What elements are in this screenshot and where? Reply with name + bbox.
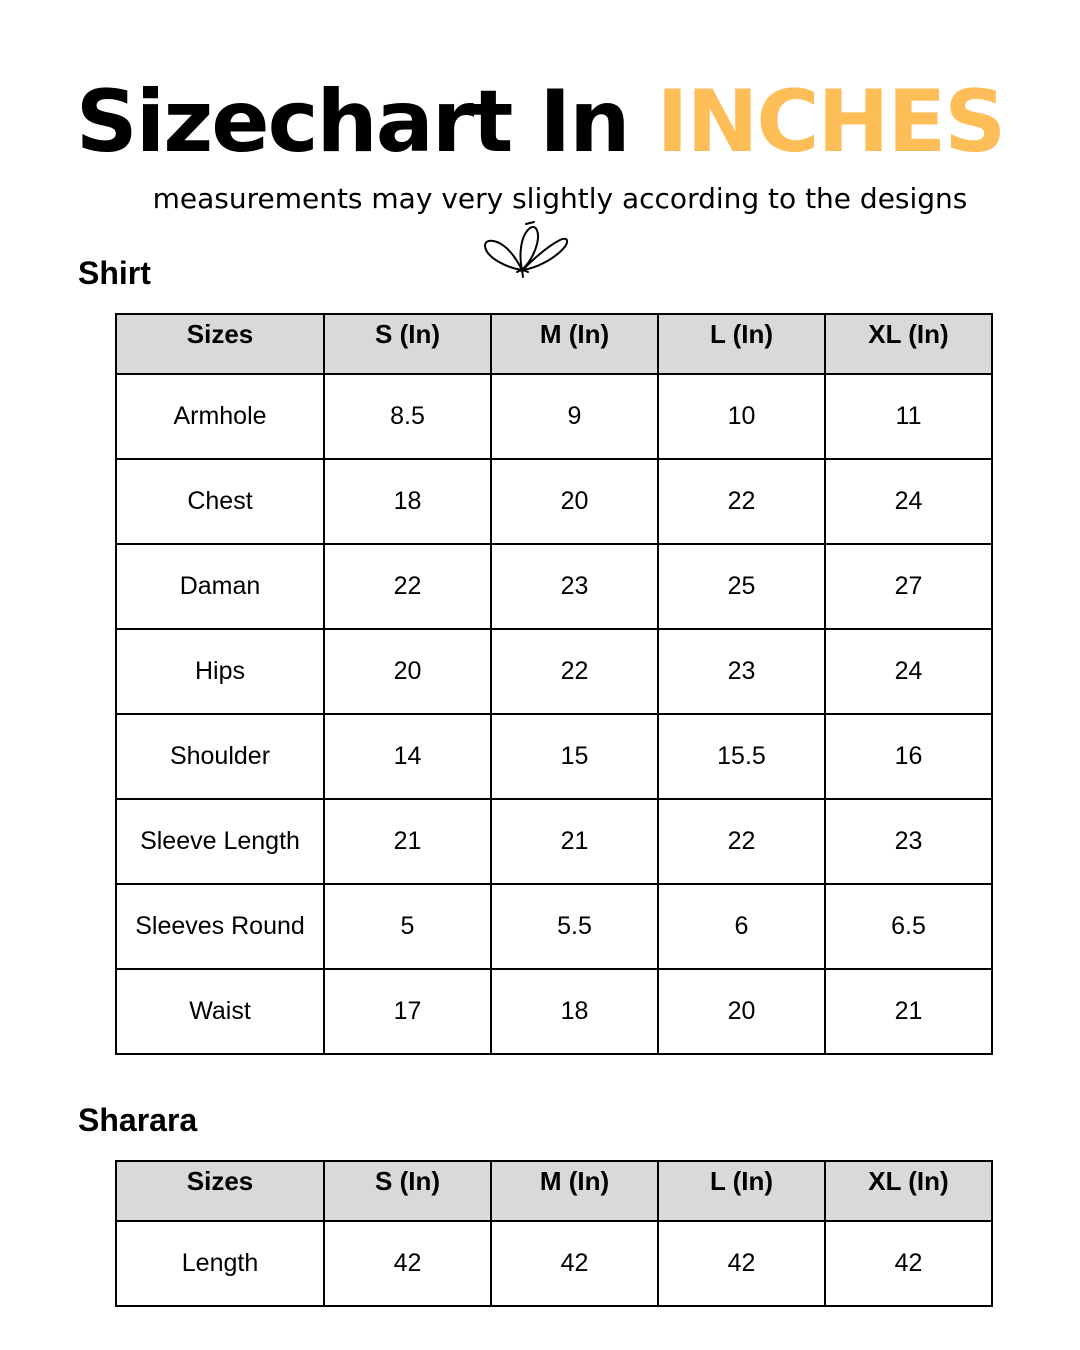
column-header: M (In) [491,314,658,374]
measurement-label: Daman [116,544,324,629]
sharara-size-table [115,1160,993,1307]
page-title [0,72,1080,172]
table-cell: 21 [324,799,491,884]
measurement-label: Hips [116,629,324,714]
column-header: Sizes [116,1161,324,1221]
shirt-section-title: Shirt [78,255,151,291]
table-cell: 18 [491,969,658,1054]
table-cell: 20 [324,629,491,714]
measurement-label: Shoulder [116,714,324,799]
table-row [116,969,992,1054]
table-cell: 23 [658,629,825,714]
table-cell: 6.5 [825,884,992,969]
table-cell: 42 [658,1221,825,1306]
table-cell: 25 [658,544,825,629]
column-header: S (In) [324,1161,491,1221]
table-cell: 11 [825,374,992,459]
table-row [116,714,992,799]
measurement-label: Sleeve Length [116,799,324,884]
column-header: S (In) [324,314,491,374]
column-header: L (In) [658,314,825,374]
table-cell: 27 [825,544,992,629]
table-cell: 15.5 [658,714,825,799]
table-cell: 16 [825,714,992,799]
column-header: XL (In) [825,1161,992,1221]
table-cell: 42 [324,1221,491,1306]
table-cell: 22 [658,799,825,884]
table-row [116,799,992,884]
table-cell: 42 [491,1221,658,1306]
table-cell: 21 [825,969,992,1054]
table-row [116,629,992,714]
measurement-label: Length [116,1221,324,1306]
column-header: Sizes [116,314,324,374]
table-cell: 10 [658,374,825,459]
subtitle: measurements may very slightly according to the designs [152,182,968,215]
column-header: M (In) [491,1161,658,1221]
table-cell: 20 [658,969,825,1054]
table-cell: 8.5 [324,374,491,459]
title-accent: INCHES [656,72,1005,172]
table-header-row [116,314,992,374]
table-header-row [116,1161,992,1221]
table-row [116,459,992,544]
shirt-size-table [115,313,993,1055]
table-cell: 18 [324,459,491,544]
flower-icon [482,220,570,280]
table-row [116,544,992,629]
column-header: XL (In) [825,314,992,374]
table-cell: 23 [825,799,992,884]
table-cell: 42 [825,1221,992,1306]
measurement-label: Armhole [116,374,324,459]
table-cell: 21 [491,799,658,884]
table-cell: 9 [491,374,658,459]
table-cell: 23 [491,544,658,629]
table-cell: 6 [658,884,825,969]
measurement-label: Chest [116,459,324,544]
measurement-label: Sleeves Round [116,884,324,969]
table-row [116,1221,992,1306]
table-cell: 20 [491,459,658,544]
column-header: L (In) [658,1161,825,1221]
table-cell: 22 [491,629,658,714]
table-row [116,374,992,459]
table-cell: 24 [825,459,992,544]
table-row [116,884,992,969]
title-main: Sizechart In [75,72,657,172]
table-cell: 5.5 [491,884,658,969]
table-cell: 22 [658,459,825,544]
table-cell: 15 [491,714,658,799]
table-cell: 14 [324,714,491,799]
table-cell: 17 [324,969,491,1054]
table-cell: 5 [324,884,491,969]
sharara-section-title: Sharara [78,1102,198,1138]
measurement-label: Waist [116,969,324,1054]
table-cell: 24 [825,629,992,714]
table-cell: 22 [324,544,491,629]
